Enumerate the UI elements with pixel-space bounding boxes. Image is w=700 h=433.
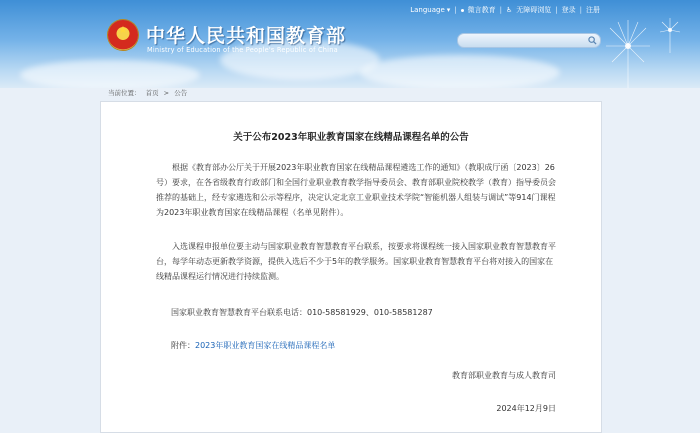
site-title[interactable]: 中华人民共和国教育部 (146, 25, 347, 47)
link-login[interactable]: 登录 (561, 6, 576, 14)
breadcrumb-announcement[interactable]: 公告 (174, 89, 188, 97)
cloud-decoration (20, 60, 200, 88)
publish-date: 2024年12月9日 (496, 404, 556, 413)
divider: | (454, 6, 457, 14)
breadcrumb-home[interactable]: 首页 (145, 89, 159, 97)
contact-phone: 国家职业教育智慧教育平台联系电话：010-58581929、010-58581287 (171, 308, 433, 317)
article-paragraph: 入选课程申报单位要主动与国家职业教育智慧教育平台联系，按要求将课程统一接入国家职业教育智慧教育平台，每学年动态更新教学资源，提供入选后不少于5年的教学服务。国家职业教育智慧教育平台将对接入的国家在线精品课程运行情况进行持续监测。 (156, 242, 556, 281)
attachment-line (171, 340, 335, 351)
breadcrumb (108, 88, 190, 97)
site-subtitle: Ministry of Education of the People's Republic of China (147, 46, 338, 54)
divider: | (579, 6, 582, 14)
search-input[interactable] (464, 35, 579, 46)
breadcrumb-prefix: 当前位置： (108, 89, 141, 97)
link-register[interactable]: 注册 (586, 6, 600, 14)
breadcrumb-separator: > (163, 89, 170, 97)
link-accessibility[interactable]: 无障碍浏览 (516, 6, 552, 14)
divider: | (499, 6, 502, 14)
article-paragraph: 根据《教育部办公厅关于开展2023年职业教育国家在线精品课程遴选工作的通知》（教职成厅函〔2023〕26号）要求，在各省级教育行政部门和全国行业职业教育教学指导委员会、教育部职业院校教学（教育）指导委员会推荐的基础上，经专家遴选和公示等程序，决定认定北京工业职业技术学院“智能机器人组装与调试”等914门课程为2023年职业教育国家在线精品课程（名单见附件）。 (156, 163, 556, 217)
attachment-label: 附件： (171, 341, 195, 350)
language-label[interactable]: Language (410, 6, 445, 14)
dandelion-decoration (598, 8, 693, 88)
link-weiyan-jiaoyu[interactable]: 微言教育 (467, 6, 496, 14)
signer: 教育部职业教育与成人教育司 (452, 371, 556, 380)
divider: | (555, 6, 558, 14)
site-header (0, 0, 700, 88)
chevron-down-icon[interactable]: ▾ (446, 6, 451, 14)
top-links-bar (410, 4, 600, 16)
cloud-decoration (360, 55, 560, 88)
accessibility-icon: ♿ (506, 6, 513, 14)
weibo-icon (461, 9, 464, 12)
attachment-link[interactable]: 2023年职业教育国家在线精品课程名单 (195, 341, 336, 350)
article-title: 关于公布2023年职业教育国家在线精品课程名单的公告 (233, 132, 469, 143)
article-panel (100, 101, 602, 433)
search-box[interactable] (457, 33, 601, 48)
language-menu[interactable] (410, 6, 450, 14)
search-icon[interactable] (588, 36, 597, 45)
star-icon: ★ (118, 25, 128, 36)
